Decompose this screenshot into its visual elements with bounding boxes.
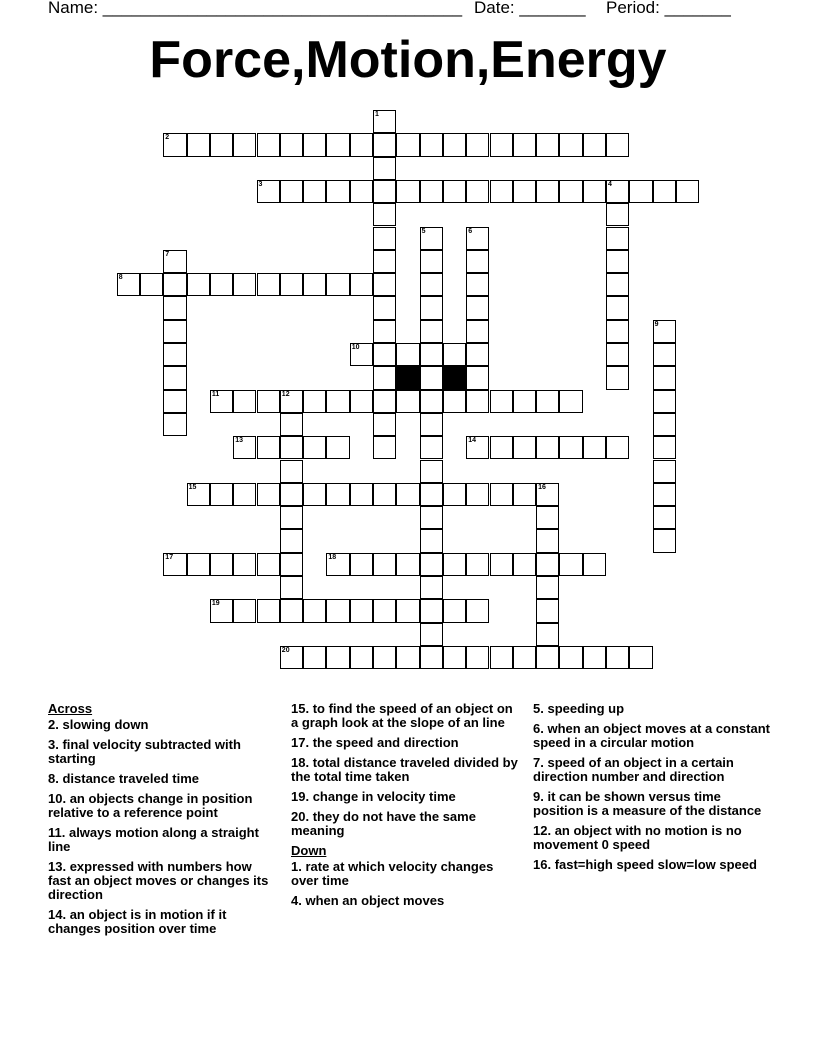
clue-text: slowing down — [62, 717, 149, 732]
grid-cell[interactable] — [396, 390, 419, 413]
grid-cell[interactable] — [536, 623, 559, 646]
grid-cell[interactable] — [420, 413, 443, 436]
grid-cell[interactable] — [653, 343, 676, 366]
grid-cell[interactable] — [420, 390, 443, 413]
grid-cell[interactable] — [420, 436, 443, 459]
clue-text: speed of an object in a certain direction number and direction — [533, 755, 734, 784]
grid-cell[interactable] — [420, 623, 443, 646]
grid-cell[interactable] — [163, 390, 186, 413]
clue-2 — [48, 718, 278, 732]
grid-cell[interactable] — [163, 296, 186, 319]
grid-cell[interactable] — [373, 273, 396, 296]
clue-text: rate at which velocity changes over time — [291, 859, 494, 888]
grid-cell[interactable] — [163, 413, 186, 436]
grid-cell[interactable] — [490, 436, 513, 459]
clue-text: an objects change in position relative to a reference point — [48, 791, 253, 820]
grid-cell[interactable] — [606, 273, 629, 296]
grid-cell[interactable] — [373, 133, 396, 156]
grid-cell[interactable] — [420, 250, 443, 273]
grid-cell[interactable] — [373, 157, 396, 180]
grid-cell[interactable] — [513, 180, 536, 203]
grid-cell[interactable] — [466, 599, 489, 622]
clue-11 — [48, 826, 278, 854]
grid-cell[interactable] — [536, 529, 559, 552]
grid-cell[interactable] — [280, 553, 303, 576]
grid-cell[interactable] — [420, 483, 443, 506]
grid-cell[interactable] — [420, 320, 443, 343]
grid-cell[interactable] — [420, 343, 443, 366]
grid-cell[interactable] — [280, 576, 303, 599]
grid-cell[interactable] — [280, 460, 303, 483]
grid-cell[interactable] — [233, 273, 256, 296]
grid-cell[interactable] — [350, 273, 373, 296]
grid-cell[interactable] — [443, 180, 466, 203]
grid-cell[interactable] — [583, 553, 606, 576]
clue-number: 16. — [533, 857, 555, 872]
clue-number-5: 5 — [421, 227, 426, 235]
clue-16 — [533, 858, 773, 872]
clue-text: speeding up — [547, 701, 625, 716]
clue-number: 13. — [48, 859, 70, 874]
clue-text: to find the speed of an object on a graph look at the slope of an line — [291, 701, 513, 730]
grid-cell[interactable] — [513, 390, 536, 413]
grid-cell[interactable] — [583, 180, 606, 203]
grid-cell[interactable] — [606, 227, 629, 250]
grid-cell[interactable] — [280, 436, 303, 459]
grid-cell[interactable] — [606, 133, 629, 156]
grid-cell[interactable] — [466, 133, 489, 156]
grid-cell[interactable] — [326, 646, 349, 669]
grid-cell[interactable] — [583, 133, 606, 156]
grid-cell[interactable] — [513, 483, 536, 506]
grid-cell[interactable] — [373, 343, 396, 366]
grid-cell[interactable] — [443, 646, 466, 669]
grid-cell[interactable] — [210, 553, 233, 576]
grid-cell[interactable] — [303, 273, 326, 296]
clue-6 — [533, 722, 773, 750]
grid-cell[interactable] — [559, 390, 582, 413]
grid-cell[interactable] — [536, 506, 559, 529]
grid-cell[interactable] — [257, 599, 280, 622]
clue-number-2: 2 — [165, 134, 170, 142]
grid-cell[interactable] — [513, 646, 536, 669]
grid-cell[interactable] — [350, 180, 373, 203]
grid-cell[interactable] — [420, 180, 443, 203]
clue-number: 11. — [48, 825, 69, 840]
date-field[interactable]: Date: _______ — [474, 0, 586, 17]
clue-text: expressed with numbers how fast an object moves or changes its direction — [48, 859, 269, 902]
grid-cell[interactable] — [210, 483, 233, 506]
grid-cell[interactable] — [373, 436, 396, 459]
clue-number: 15. — [291, 701, 313, 716]
grid-cell[interactable] — [420, 296, 443, 319]
grid-cell[interactable] — [326, 390, 349, 413]
grid-cell[interactable] — [257, 133, 280, 156]
page-title: Force,Motion,Energy — [149, 31, 667, 89]
grid-cell[interactable] — [443, 553, 466, 576]
grid-cell[interactable] — [396, 483, 419, 506]
clue-text: the speed and direction — [312, 735, 459, 750]
grid-cell[interactable] — [326, 180, 349, 203]
clue-text: always motion along a straight line — [48, 825, 259, 854]
clue-number: 18. — [291, 755, 313, 770]
grid-cell[interactable] — [350, 646, 373, 669]
grid-cell[interactable] — [140, 273, 163, 296]
grid-cell[interactable] — [373, 227, 396, 250]
grid-cell[interactable] — [396, 180, 419, 203]
grid-cell[interactable] — [326, 599, 349, 622]
grid-cell[interactable] — [536, 390, 559, 413]
grid-cell[interactable] — [559, 553, 582, 576]
clue-13 — [48, 860, 278, 902]
grid-cell[interactable] — [326, 273, 349, 296]
grid-cell[interactable] — [233, 483, 256, 506]
clue-number-12: 12 — [281, 390, 290, 398]
clue-number-7: 7 — [165, 250, 170, 258]
clue-text: fast=high speed slow=low speed — [554, 857, 757, 872]
clue-9 — [533, 790, 773, 818]
grid-cell[interactable] — [559, 133, 582, 156]
grid-cell[interactable] — [350, 553, 373, 576]
grid-cell[interactable] — [350, 599, 373, 622]
grid-cell[interactable] — [653, 483, 676, 506]
clues-column-3 — [533, 702, 773, 878]
grid-cell[interactable] — [629, 646, 652, 669]
grid-cell[interactable] — [606, 366, 629, 389]
clue-number-19: 19 — [211, 600, 220, 608]
clue-1 — [291, 860, 523, 888]
grid-cell[interactable] — [466, 180, 489, 203]
grid-cell[interactable] — [163, 320, 186, 343]
grid-cell[interactable] — [280, 599, 303, 622]
grid-cell[interactable] — [583, 646, 606, 669]
grid-cell[interactable] — [396, 599, 419, 622]
grid-cell[interactable] — [373, 599, 396, 622]
grid-cell[interactable] — [373, 483, 396, 506]
grid-cell[interactable] — [303, 436, 326, 459]
grid-cell[interactable] — [606, 436, 629, 459]
grid-cell[interactable] — [490, 553, 513, 576]
grid-cell[interactable] — [280, 180, 303, 203]
clue-4 — [291, 894, 523, 908]
grid-cell[interactable] — [606, 250, 629, 273]
grid-cell[interactable] — [536, 436, 559, 459]
grid-cell[interactable] — [187, 553, 210, 576]
grid-cell[interactable] — [350, 390, 373, 413]
clues-column-1 — [48, 702, 278, 942]
clue-number: 2. — [48, 717, 63, 732]
grid-cell[interactable] — [653, 366, 676, 389]
grid-cell[interactable] — [257, 273, 280, 296]
grid-cell[interactable] — [420, 366, 443, 389]
grid-cell[interactable] — [303, 390, 326, 413]
clue-number: 6. — [533, 721, 548, 736]
grid-cell[interactable] — [233, 599, 256, 622]
clue-20 — [291, 810, 523, 838]
clue-number-17: 17 — [165, 553, 174, 561]
grid-cell[interactable] — [280, 506, 303, 529]
grid-cell[interactable] — [490, 133, 513, 156]
clue-14 — [48, 908, 278, 936]
grid-cell[interactable] — [373, 203, 396, 226]
grid-cell[interactable] — [513, 436, 536, 459]
grid-cell[interactable] — [257, 553, 280, 576]
grid-cell[interactable] — [373, 296, 396, 319]
clue-18 — [291, 756, 523, 784]
grid-cell[interactable] — [373, 413, 396, 436]
clue-number-1: 1 — [375, 111, 379, 118]
clue-3 — [48, 738, 278, 766]
clue-12 — [533, 824, 773, 852]
grid-cell[interactable] — [536, 646, 559, 669]
clue-number-18: 18 — [328, 553, 337, 561]
clue-5 — [533, 702, 773, 716]
clue-number: 19. — [291, 789, 313, 804]
clue-number-6: 6 — [468, 227, 473, 235]
clue-number-8: 8 — [118, 274, 123, 282]
grid-cell[interactable] — [373, 180, 396, 203]
clue-number-16: 16 — [538, 483, 546, 491]
across-heading: Across — [48, 701, 93, 716]
clue-text: an object is in motion if it changes position over time — [48, 907, 227, 936]
grid-cell[interactable] — [163, 366, 186, 389]
grid-cell[interactable] — [559, 646, 582, 669]
grid-cell[interactable] — [257, 483, 280, 506]
grid-cell[interactable] — [466, 483, 489, 506]
grid-cell[interactable] — [373, 366, 396, 389]
grid-cell[interactable] — [420, 599, 443, 622]
grid-cell[interactable] — [536, 553, 559, 576]
grid-cell[interactable] — [653, 436, 676, 459]
grid-cell[interactable] — [373, 250, 396, 273]
grid-cell[interactable] — [606, 646, 629, 669]
clues-column-2 — [291, 702, 523, 914]
clue-number-10: 10 — [351, 344, 360, 351]
grid-cell[interactable] — [466, 553, 489, 576]
clue-number-15: 15 — [188, 483, 197, 491]
clue-number: 17. — [291, 735, 313, 750]
clue-text: they do not have the same meaning — [291, 809, 476, 838]
grid-cell[interactable] — [490, 646, 513, 669]
grid-cell[interactable] — [443, 343, 466, 366]
clue-8 — [48, 772, 278, 786]
clue-number-13: 13 — [235, 437, 243, 445]
grid-cell[interactable] — [653, 460, 676, 483]
grid-cell[interactable] — [466, 273, 489, 296]
grid-cell[interactable] — [606, 296, 629, 319]
grid-cell[interactable] — [303, 646, 326, 669]
grid-cell[interactable] — [653, 180, 676, 203]
clue-number: 5. — [533, 701, 548, 716]
grid-cell[interactable] — [513, 553, 536, 576]
grid-cell[interactable] — [653, 529, 676, 552]
grid-cell[interactable] — [303, 180, 326, 203]
grid-cell[interactable] — [396, 343, 419, 366]
grid-cell[interactable] — [583, 436, 606, 459]
clue-number-9: 9 — [654, 320, 659, 328]
clue-number-11: 11 — [211, 390, 220, 398]
grid-cell[interactable] — [606, 203, 629, 226]
clue-number-3: 3 — [258, 180, 263, 188]
clue-7 — [533, 756, 773, 784]
grid-cell[interactable] — [280, 413, 303, 436]
grid-cell[interactable] — [443, 599, 466, 622]
clue-text: when an object moves at a constant speed in a circular motion — [533, 721, 770, 750]
grid-cell[interactable] — [420, 506, 443, 529]
down-heading: Down — [291, 843, 327, 858]
grid-cell[interactable] — [187, 273, 210, 296]
grid-cell[interactable] — [653, 390, 676, 413]
grid-cell[interactable] — [420, 646, 443, 669]
grid-cell[interactable] — [326, 483, 349, 506]
grid-cell[interactable] — [187, 133, 210, 156]
grid-cell[interactable] — [303, 133, 326, 156]
grid-cell[interactable] — [420, 576, 443, 599]
grid-cell[interactable] — [420, 460, 443, 483]
grid-cell[interactable] — [536, 576, 559, 599]
grid-cell[interactable] — [280, 133, 303, 156]
clue-17 — [291, 736, 523, 750]
grid-cell[interactable] — [466, 390, 489, 413]
grid-cell[interactable] — [280, 529, 303, 552]
clue-text: when an object moves — [305, 893, 445, 908]
black-cell — [396, 366, 419, 389]
clue-text: it can be shown versus time position is a measure of the distance — [533, 789, 762, 818]
grid-cell[interactable] — [443, 133, 466, 156]
grid-cell[interactable] — [536, 133, 559, 156]
grid-cell[interactable] — [257, 390, 280, 413]
grid-cell[interactable] — [420, 529, 443, 552]
clue-number: 8. — [48, 771, 63, 786]
grid-cell[interactable] — [536, 599, 559, 622]
grid-cell[interactable] — [653, 506, 676, 529]
grid-cell[interactable] — [350, 133, 373, 156]
period-field[interactable]: Period: _______ — [606, 0, 731, 17]
clue-text: total distance traveled divided by the total time taken — [291, 755, 518, 784]
clue-number: 4. — [291, 893, 306, 908]
grid-cell[interactable] — [303, 483, 326, 506]
name-field[interactable]: Name: ______________________________________ — [48, 0, 463, 17]
clue-number: 3. — [48, 737, 63, 752]
clue-text: change in velocity time — [312, 789, 456, 804]
grid-cell[interactable] — [233, 553, 256, 576]
grid-cell[interactable] — [606, 320, 629, 343]
clue-number: 20. — [291, 809, 313, 824]
grid-cell[interactable] — [466, 366, 489, 389]
grid-cell[interactable] — [373, 390, 396, 413]
grid-cell[interactable] — [210, 273, 233, 296]
grid-cell[interactable] — [420, 133, 443, 156]
clue-number: 14. — [48, 907, 70, 922]
grid-cell[interactable] — [280, 483, 303, 506]
clue-number: 1. — [291, 859, 306, 874]
clue-number: 9. — [533, 789, 548, 804]
grid-cell[interactable] — [280, 273, 303, 296]
grid-cell[interactable] — [233, 133, 256, 156]
clue-text: distance traveled time — [62, 771, 200, 786]
grid-cell[interactable] — [373, 646, 396, 669]
grid-cell[interactable] — [163, 273, 186, 296]
grid-cell[interactable] — [373, 320, 396, 343]
grid-cell[interactable] — [396, 133, 419, 156]
grid-cell[interactable] — [466, 296, 489, 319]
black-cell — [443, 366, 466, 389]
grid-cell[interactable] — [443, 483, 466, 506]
grid-cell[interactable] — [420, 553, 443, 576]
grid-cell[interactable] — [396, 646, 419, 669]
grid-cell[interactable] — [466, 250, 489, 273]
clue-number-14: 14 — [468, 437, 476, 445]
grid-cell[interactable] — [303, 599, 326, 622]
clue-number: 12. — [533, 823, 555, 838]
clue-15 — [291, 702, 523, 730]
grid-cell[interactable] — [350, 483, 373, 506]
grid-cell[interactable] — [233, 390, 256, 413]
clue-number: 7. — [533, 755, 548, 770]
clue-number: 10. — [48, 791, 70, 806]
clue-number-20: 20 — [281, 646, 290, 654]
clue-text: final velocity subtracted with starting — [48, 737, 241, 766]
grid-cell[interactable] — [373, 553, 396, 576]
grid-cell[interactable] — [210, 133, 233, 156]
grid-cell[interactable] — [653, 413, 676, 436]
grid-cell[interactable] — [163, 343, 186, 366]
grid-cell[interactable] — [396, 553, 419, 576]
grid-cell[interactable] — [326, 133, 349, 156]
clue-text: an object with no motion is no movement 0 speed — [533, 823, 742, 852]
grid-cell[interactable] — [326, 436, 349, 459]
grid-cell[interactable] — [490, 180, 513, 203]
grid-cell[interactable] — [513, 133, 536, 156]
grid-cell[interactable] — [466, 320, 489, 343]
grid-cell[interactable] — [559, 436, 582, 459]
grid-cell[interactable] — [559, 180, 582, 203]
grid-cell[interactable] — [629, 180, 652, 203]
clue-19 — [291, 790, 523, 804]
grid-cell[interactable] — [536, 180, 559, 203]
clue-10 — [48, 792, 278, 820]
grid-cell[interactable] — [420, 273, 443, 296]
grid-cell[interactable] — [490, 483, 513, 506]
grid-cell[interactable] — [676, 180, 699, 203]
grid-cell[interactable] — [606, 343, 629, 366]
grid-cell[interactable] — [443, 390, 466, 413]
grid-cell[interactable] — [466, 646, 489, 669]
clue-number-4: 4 — [608, 180, 612, 188]
grid-cell[interactable] — [490, 390, 513, 413]
grid-cell[interactable] — [466, 343, 489, 366]
grid-cell[interactable] — [257, 436, 280, 459]
